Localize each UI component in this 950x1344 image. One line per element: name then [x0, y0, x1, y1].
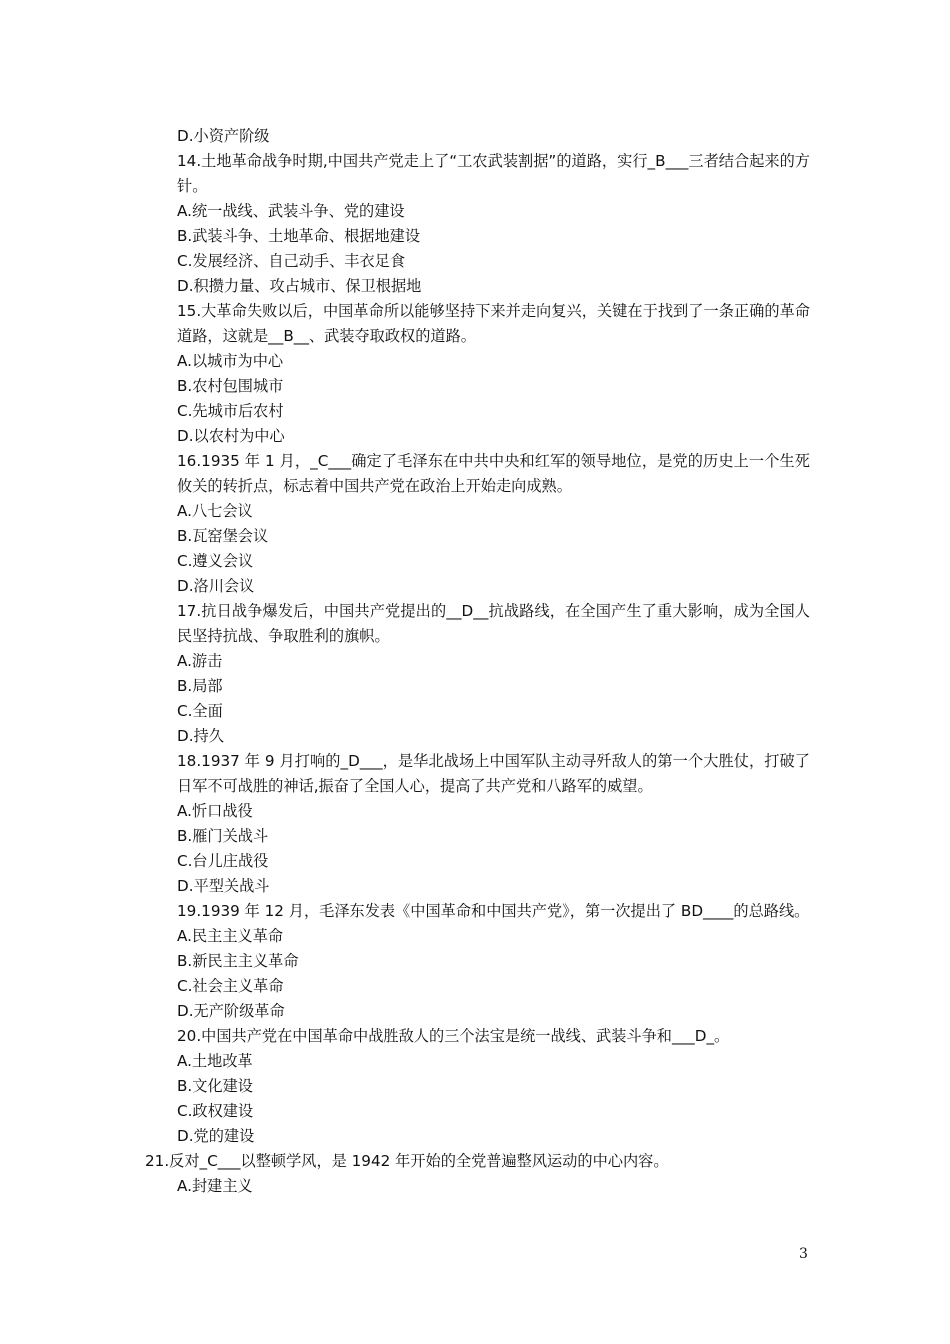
answer-option: D.持久: [177, 727, 224, 745]
page-body: [145, 124, 810, 1199]
answer-option: A.封建主义: [177, 1177, 253, 1195]
answer-option: D.以农村为中心: [177, 427, 285, 445]
answer-option: A.以城市为中心: [177, 352, 284, 370]
answer-option: C.全面: [177, 702, 223, 720]
answer-option: A.土地改革: [177, 1052, 253, 1070]
answer-option: D.党的建设: [177, 1127, 255, 1145]
answer-option: C.先城市后农村: [177, 402, 284, 420]
answer-option: A.民主主义革命: [177, 927, 284, 945]
answer-option: D.无产阶级革命: [177, 1002, 285, 1020]
question-text: 20.中国共产党在中国革命中战胜敌人的三个法宝是统一战线、武装斗争和___D_。: [177, 1027, 730, 1045]
answer-option: C.遵义会议: [177, 552, 254, 570]
answer-option: C.社会主义革命: [177, 977, 284, 995]
question-text: 19.1939 年 12 月，毛泽东发表《中国革命和中国共产党》，第一次提出了 BD____的总路线。: [177, 902, 810, 920]
question-text: 14.土地革命战争时期,中国共产党走上了“工农武装割据”的道路，实行_B___三者结合起来的方针。: [177, 152, 810, 195]
answer-option: C.台儿庄战役: [177, 852, 269, 870]
page-number: 3: [799, 1246, 808, 1262]
answer-option: D.洛川会议: [177, 577, 255, 595]
answer-option: B.雁门关战斗: [177, 827, 269, 845]
answer-option: A.八七会议: [177, 502, 253, 520]
answer-option: B.武装斗争、土地革命、根据地建设: [177, 227, 421, 245]
question-text: 21.反对_C___以整顿学风，是 1942 年开始的全党普遍整风运动的中心内容。: [145, 1152, 669, 1170]
answer-option: B.文化建设: [177, 1077, 253, 1095]
answer-option: B.瓦窑堡会议: [177, 527, 269, 545]
question-text: 18.1937 年 9 月打响的_D___，是华北战场上中国军队主动寻歼敌人的第一个大胜仗，打破了日军不可战胜的神话,振奋了全国人心，提高了共产党和八路军的威望。: [177, 752, 810, 795]
answer-option: C.政权建设: [177, 1102, 254, 1120]
answer-option: D.小资产阶级: [177, 127, 270, 145]
answer-option: A.忻口战役: [177, 802, 253, 820]
answer-option: B.局部: [177, 677, 223, 695]
answer-option: D.积攒力量、攻占城市、保卫根据地: [177, 277, 422, 295]
answer-option: B.农村包围城市: [177, 377, 284, 395]
answer-option: D.平型关战斗: [177, 877, 270, 895]
answer-option: A.统一战线、武装斗争、党的建设: [177, 202, 405, 220]
answer-option: B.新民主主义革命: [177, 952, 299, 970]
answer-option: A.游击: [177, 652, 223, 670]
answer-option: C.发展经济、自己动手、丰衣足食: [177, 252, 406, 270]
question-text: 16.1935 年 1 月，_C___确定了毛泽东在中共中央和红军的领导地位，是党的历史上一个生死攸关的转折点，标志着中国共产党在政治上开始走向成熟。: [177, 452, 810, 495]
question-text: 17.抗日战争爆发后，中国共产党提出的__D__抗战路线，在全国产生了重大影响，成为全国人民坚持抗战、争取胜利的旗帜。: [177, 602, 810, 645]
question-text: 15.大革命失败以后，中国革命所以能够坚持下来并走向复兴，关键在于找到了一条正确的革命道路，这就是__B__、武装夺取政权的道路。: [177, 302, 810, 345]
